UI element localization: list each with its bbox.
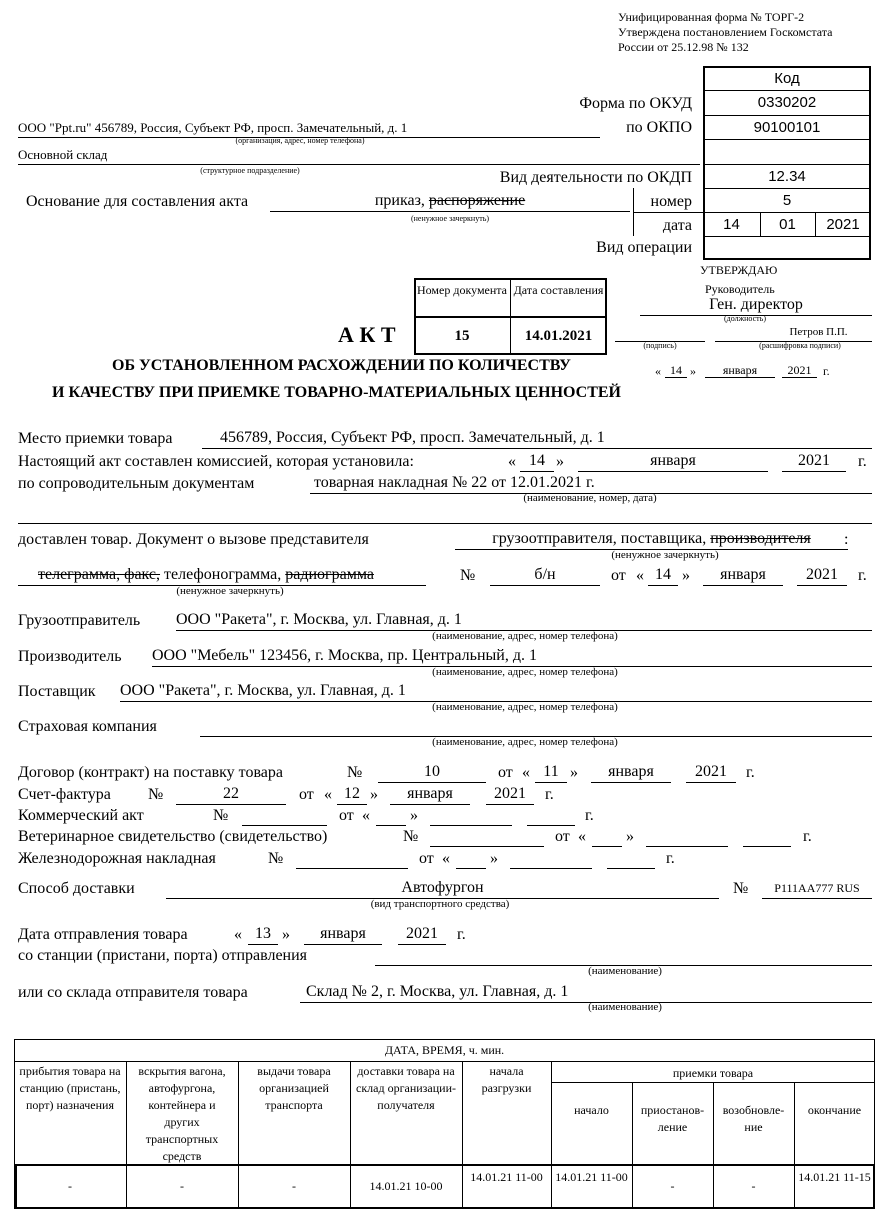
commercial-day-field[interactable] (376, 806, 406, 826)
approve-title: УТВЕРЖДАЮ (700, 263, 778, 277)
approve-year: 2021 (787, 363, 812, 377)
rail-quote-close: » (490, 850, 498, 867)
commercial-no-label: № (213, 807, 229, 824)
basis-value: приказ, (374, 192, 425, 209)
title-line2: И КАЧЕСТВУ ПРИ ПРИЕМКЕ ТОВАРНО-МАТЕРИАЛЬНЫХ ЦЕННОСТЕЙ (52, 384, 621, 401)
commission-day: 14 (529, 452, 545, 469)
means-day: 14 (655, 566, 671, 583)
commission-quote-open: « (508, 453, 516, 470)
basis-year[interactable]: 2021 (826, 215, 860, 233)
means-year: 2021 (806, 566, 838, 583)
commission-g: г. (858, 453, 867, 470)
commercial-ot: от (339, 807, 354, 824)
okdp-code[interactable]: 12.34 (768, 167, 806, 185)
vet-quote-close: » (626, 828, 634, 845)
operation-label: Вид операции (596, 239, 692, 256)
cell-acceptance-end[interactable]: 14.01.21 11-15 (798, 1170, 871, 1184)
doc-date[interactable]: 14.01.2021 (524, 327, 593, 344)
means-month: января (720, 566, 766, 583)
invoice-no: 22 (223, 785, 239, 802)
docs-extra-line (18, 523, 872, 524)
dispatch-year: 2021 (406, 925, 438, 942)
docs-hint: (наименование, номер, дата) (523, 492, 657, 504)
dispatch-day-field[interactable] (248, 925, 278, 945)
means-quote-close: » (682, 567, 690, 584)
division-hint: (структурное подразделение) (200, 166, 300, 175)
vet-quote-open: « (578, 828, 586, 845)
delivery-field[interactable] (166, 879, 719, 899)
invoice-quote-open: « (324, 786, 332, 803)
approve-quote-close: » (690, 364, 696, 378)
commission-year: 2021 (798, 452, 830, 469)
producer-hint: (наименование, адрес, номер телефона) (432, 666, 618, 678)
dispatch-label: Дата отправления товара (18, 926, 188, 943)
invoice-quote-close: » (370, 786, 378, 803)
cell-opening[interactable]: - (180, 1179, 184, 1193)
docs-field[interactable] (310, 474, 872, 494)
delivered-label: доставлен товар. Документ о вызове представителя (18, 531, 369, 548)
rail-ot: от (419, 850, 434, 867)
organization-hint: (организация, адрес, номер телефона) (235, 136, 365, 145)
insurer-field[interactable] (200, 717, 872, 737)
cell-issue[interactable]: - (292, 1179, 296, 1193)
invoice-month-field[interactable] (390, 785, 470, 805)
contract-quote-close: » (570, 764, 578, 781)
invoice-g: г. (545, 786, 554, 803)
means-value: телефонограмма, (164, 566, 282, 583)
contract-day-field[interactable] (535, 763, 567, 783)
division-field[interactable] (18, 147, 700, 165)
table-title: ДАТА, ВРЕМЯ, ч. мин. (384, 1043, 505, 1057)
invoice-no-field[interactable] (176, 785, 286, 805)
contract-no: 10 (424, 763, 440, 780)
col-acceptance-end: окончание (807, 1103, 862, 1117)
means-struck-1: телеграмма, факс, (38, 566, 161, 583)
called-struck: производителя (710, 530, 811, 547)
doc-date-label: Дата составления (513, 283, 604, 297)
commercial-label: Коммерческий акт (18, 807, 144, 824)
shipper-label: Грузоотправитель (18, 612, 141, 629)
okud-code[interactable]: 0330202 (757, 94, 817, 111)
means-hint: (ненужное зачеркнуть) (176, 585, 284, 597)
insurer-hint: (наименование, адрес, номер телефона) (432, 736, 618, 748)
okud-label: Форма по ОКУД (579, 95, 692, 112)
col-arrival: прибытия товара на станцию (пристань, порт) назначения (19, 1064, 121, 1112)
approve-head: Руководитель (705, 282, 775, 296)
invoice-year-field[interactable] (486, 785, 534, 805)
invoice-label: Счет-фактура (18, 786, 111, 803)
contract-no-label: № (347, 764, 363, 781)
rail-quote-open: « (442, 850, 450, 867)
supplier-field[interactable] (120, 682, 872, 702)
okdp-label: Вид деятельности по ОКДП (499, 169, 692, 186)
vet-g: г. (803, 828, 812, 845)
cell-delivery[interactable]: 14.01.21 10-00 (369, 1179, 443, 1193)
means-no-label: № (460, 567, 476, 584)
vet-no-field[interactable] (430, 827, 544, 847)
invoice-year: 2021 (494, 785, 526, 802)
means-month-field[interactable] (703, 566, 783, 586)
contract-no-field[interactable] (378, 763, 486, 783)
approve-month-field[interactable] (705, 363, 775, 378)
means-field[interactable] (18, 566, 426, 586)
vet-day-field[interactable] (592, 827, 622, 847)
col-delivery: доставки товара на склад организации-получателя (356, 1064, 456, 1112)
means-quote-open: « (636, 567, 644, 584)
supplier-hint: (наименование, адрес, номер телефона) (432, 701, 618, 713)
contract-label: Договор (контракт) на поставку товара (18, 764, 283, 781)
dispatch-month: января (320, 925, 366, 942)
vet-no-label: № (403, 828, 419, 845)
vehicle-no: Р111АА777 RUS (774, 881, 860, 895)
commercial-no-field[interactable] (242, 806, 327, 826)
col-unloading: начала разгрузки (481, 1064, 532, 1095)
doc-number-label: Номер документа (416, 283, 508, 297)
operation-code[interactable] (703, 236, 871, 260)
means-struck-2: радиограмма (285, 566, 374, 583)
vet-year-field[interactable] (743, 827, 791, 847)
producer-label: Производитель (18, 648, 122, 665)
called-value: грузоотправителя, поставщика, (492, 530, 707, 547)
invoice-no-label: № (148, 786, 164, 803)
doc-number[interactable]: 15 (454, 327, 470, 344)
commercial-year-field[interactable] (527, 806, 575, 826)
akt-title: А К Т (338, 322, 396, 347)
data-label: дата (662, 217, 692, 234)
rail-label: Железнодорожная накладная (18, 850, 216, 867)
col-acceptance-resume: возобновле-ние (722, 1103, 785, 1134)
approve-day: 14 (670, 363, 682, 377)
called-colon: : (844, 531, 849, 548)
division-value: Основной склад (18, 147, 108, 162)
form-header-note: Унифицированная форма № ТОРГ-2 Утверждена постановлением Госкомстата России от 25.12.98 № 132 (618, 10, 833, 54)
delivery-label: Способ доставки (18, 880, 135, 897)
contract-g: г. (746, 764, 755, 781)
commission-day-field[interactable] (520, 452, 554, 472)
supplier-label: Поставщик (18, 683, 96, 700)
approve-name-field[interactable] (715, 326, 872, 342)
means-no-field[interactable] (490, 566, 600, 586)
shipper-hint: (наименование, адрес, номер телефона) (432, 630, 618, 642)
station-hint: (наименование) (588, 965, 662, 977)
supplier-value: ООО "Ракета", г. Москва, ул. Главная, д. 1 (120, 682, 406, 699)
commercial-month-field[interactable] (430, 806, 512, 826)
means-year-field[interactable] (797, 566, 847, 586)
approve-g: г. (823, 364, 830, 378)
dispatch-year-field[interactable] (398, 925, 446, 945)
warehouse-label: или со склада отправителя товара (18, 984, 248, 1001)
basis-month[interactable]: 01 (779, 215, 796, 233)
commission-label: Настоящий акт составлен комиссией, которая установила: (18, 453, 414, 470)
shipper-field[interactable] (176, 611, 872, 631)
dispatch-quote-open: « (234, 926, 242, 943)
okpo-label: по ОКПО (626, 119, 692, 136)
organization-value: ООО "Ppt.ru" 456789, Россия, Субъект РФ, просп. Замечательный, д. 1 (18, 120, 408, 135)
means-ot: от (611, 567, 626, 584)
basis-number[interactable]: 5 (782, 191, 792, 209)
place-field[interactable] (202, 429, 872, 449)
contract-month: января (608, 763, 654, 780)
kod-header: Код (774, 69, 800, 87)
position-hint: (должность) (724, 314, 766, 323)
col-acceptance-group: приемки товара (672, 1066, 754, 1080)
contract-ot: от (498, 764, 513, 781)
col-opening: вскрытия вагона, автофургона, контейнера и других транспортных средств (138, 1064, 226, 1163)
dispatch-g: г. (457, 926, 466, 943)
nomer-label: номер (650, 193, 692, 210)
delivery-hint: (вид транспортного средства) (370, 898, 510, 910)
vehicle-no-label: № (733, 880, 749, 897)
vehicle-no-field[interactable] (762, 881, 872, 899)
name-hint: (расшифровка подписи) (759, 341, 841, 350)
contract-year-field[interactable] (686, 763, 736, 783)
docs-label: по сопроводительным документам (18, 475, 255, 492)
cell-acceptance-start[interactable]: 14.01.21 11-00 (555, 1170, 628, 1184)
commercial-quote-open: « (362, 807, 370, 824)
delivery-value: Автофургон (401, 879, 484, 896)
okpo-code[interactable]: 90100101 (753, 118, 821, 136)
title-line1: ОБ УСТАНОВЛЕННОМ РАСХОЖДЕНИИ ПО КОЛИЧЕСТВУ (112, 357, 571, 374)
producer-field[interactable] (152, 647, 872, 667)
approve-sign-field[interactable] (615, 326, 705, 342)
approve-month: января (722, 363, 758, 377)
commission-year-field[interactable] (782, 452, 846, 472)
col-issue: выдачи товара организацией транспорта (257, 1064, 331, 1112)
dispatch-quote-close: » (282, 926, 290, 943)
place-label: Место приемки товара (18, 430, 173, 447)
station-field[interactable] (375, 946, 872, 966)
basis-label: Основание для составления акта (26, 193, 249, 210)
commercial-g: г. (585, 807, 594, 824)
dispatch-day: 13 (255, 925, 271, 942)
dispatch-month-field[interactable] (304, 925, 382, 945)
producer-value: ООО "Мебель" 123456, г. Москва, пр. Центральный, д. 1 (152, 647, 537, 664)
contract-quote-open: « (522, 764, 530, 781)
rail-no-label: № (268, 850, 284, 867)
means-g: г. (858, 567, 867, 584)
approve-position-field[interactable] (640, 296, 872, 316)
approve-name: Петров П.П. (789, 326, 848, 338)
cell-acceptance-resume[interactable]: - (751, 1179, 756, 1193)
invoice-month: января (407, 785, 453, 802)
contract-year: 2021 (695, 763, 727, 780)
basis-struck: распоряжение (428, 192, 526, 209)
means-no: б/н (534, 566, 556, 583)
col-acceptance-start: начало (574, 1103, 609, 1117)
rail-year-field[interactable] (607, 849, 655, 869)
basis-field[interactable] (270, 192, 630, 212)
commission-month-field[interactable] (578, 452, 768, 472)
warehouse-hint: (наименование) (588, 1001, 662, 1013)
contract-month-field[interactable] (591, 763, 671, 783)
invoice-ot: от (299, 786, 314, 803)
rail-no-field[interactable] (296, 849, 408, 869)
approve-position: Ген. директор (709, 296, 803, 313)
called-hint: (ненужное зачеркнуть) (611, 549, 719, 561)
approve-day-field[interactable] (665, 363, 687, 378)
station-label: со станции (пристани, порта) отправления (18, 947, 308, 964)
vet-label: Ветеринарное свидетельство (свидетельство) (18, 828, 328, 845)
basis-day[interactable]: 14 (723, 215, 740, 233)
contract-day: 11 (543, 763, 559, 780)
invoice-day-field[interactable] (337, 785, 367, 805)
commission-month: января (650, 452, 696, 469)
basis-hint: (ненужное зачеркнуть) (410, 214, 490, 223)
cell-unloading[interactable]: 14.01.21 11-00 (470, 1170, 543, 1184)
called-field[interactable] (455, 530, 848, 550)
sign-hint: (подпись) (643, 341, 677, 350)
vet-month-field[interactable] (646, 827, 728, 847)
col-acceptance-pause: приостанов-ление (640, 1103, 705, 1134)
place-value: 456789, Россия, Субъект РФ, просп. Замечательный, д. 1 (220, 429, 605, 446)
invoice-day: 12 (344, 785, 360, 802)
approve-year-field[interactable] (782, 363, 817, 378)
means-day-field[interactable] (648, 566, 678, 586)
docs-value: товарная накладная № 22 от 12.01.2021 г. (314, 474, 595, 491)
commission-quote-close: » (556, 453, 564, 470)
shipper-value: ООО "Ракета", г. Москва, ул. Главная, д. 1 (176, 611, 462, 628)
vet-ot: от (555, 828, 570, 845)
cell-arrival[interactable]: - (68, 1179, 72, 1193)
rail-g: г. (666, 850, 675, 867)
approve-quote-open: « (655, 364, 661, 378)
cell-acceptance-pause[interactable]: - (670, 1179, 675, 1193)
rail-day-field[interactable] (456, 849, 486, 869)
warehouse-field[interactable] (300, 983, 872, 1003)
rail-month-field[interactable] (510, 849, 592, 869)
warehouse-value: Склад № 2, г. Москва, ул. Главная, д. 1 (306, 983, 569, 1000)
insurer-label: Страховая компания (18, 718, 157, 735)
commercial-quote-close: » (410, 807, 418, 824)
